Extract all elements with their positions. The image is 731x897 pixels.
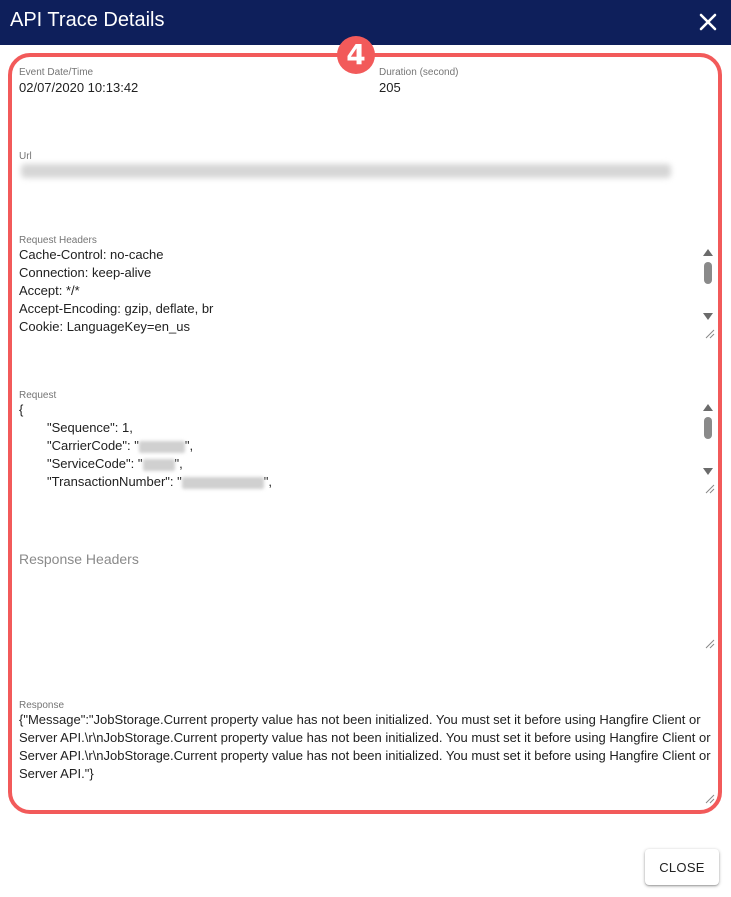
carrier-key: "CarrierCode": ": [47, 438, 139, 453]
request-carrier-line: [19, 437, 699, 455]
url-label: Url: [19, 151, 32, 162]
request-open-brace: {: [19, 402, 24, 417]
request-headers-label: Request Headers: [19, 235, 97, 246]
resize-grip-icon[interactable]: [703, 792, 715, 804]
request-transaction-line: [19, 473, 699, 491]
resize-grip-icon[interactable]: [703, 482, 715, 494]
request-header-line: Accept: */*: [19, 283, 80, 298]
transaction-line-end: ",: [263, 474, 272, 489]
event-date-value: 02/07/2020 10:13:42: [19, 80, 139, 95]
scroll-thumb[interactable]: [704, 262, 712, 284]
request-header-line: Cookie: LanguageKey=en_us: [19, 319, 190, 334]
response-label: Response: [19, 700, 65, 711]
request-header-line: Accept-Encoding: gzip, deflate, br: [19, 301, 214, 316]
request-textarea[interactable]: [19, 401, 699, 493]
response-headers-input[interactable]: Response Headers: [19, 551, 139, 567]
request-headers-scrollbar[interactable]: [702, 249, 714, 321]
scroll-thumb[interactable]: [704, 417, 712, 439]
close-button[interactable]: CLOSE: [645, 849, 719, 885]
service-line-end: ",: [174, 456, 183, 471]
scroll-up-icon[interactable]: [703, 249, 713, 256]
dialog-title: API Trace Details: [10, 9, 165, 31]
resize-grip-icon[interactable]: [703, 327, 715, 339]
request-scrollbar[interactable]: [702, 404, 714, 476]
transaction-key: "TransactionNumber": ": [47, 474, 182, 489]
carrier-line-end: ",: [184, 438, 194, 453]
duration-value: 205: [379, 80, 401, 95]
duration-label: Duration (second): [379, 67, 459, 78]
service-code-redacted: [143, 459, 175, 471]
close-icon[interactable]: [696, 10, 720, 34]
scroll-down-icon[interactable]: [703, 313, 713, 320]
event-date-label: Event Date/Time: [19, 67, 94, 78]
service-key: "ServiceCode": ": [47, 456, 143, 471]
response-textarea[interactable]: {"Message":"JobStorage.Current property value has not been initialized. You must set it before using Hangfire Client or Server API.\r\nJobStorage.Current property value has not been initialized. You must set it before using Hangfire Client or Server API.\r\nJobStorage.Current property value has not been initialized. You must set it before using Hangfire Client or Server API."}: [19, 712, 711, 781]
request-service-line: [19, 455, 699, 473]
transaction-number-redacted: [182, 477, 264, 489]
request-header-line: Connection: keep-alive: [19, 265, 152, 280]
request-sequence-line: "Sequence": 1,: [47, 420, 133, 435]
request-header-line: Cache-Control: no-cache: [19, 247, 164, 262]
carrier-code-redacted: [139, 441, 185, 453]
url-value-redacted: [21, 164, 671, 178]
scroll-down-icon[interactable]: [703, 468, 713, 475]
resize-grip-icon[interactable]: [703, 637, 715, 649]
request-label: Request: [19, 390, 57, 401]
scroll-up-icon[interactable]: [703, 404, 713, 411]
step-badge: 4: [337, 36, 375, 74]
request-headers-textarea[interactable]: [19, 246, 699, 338]
